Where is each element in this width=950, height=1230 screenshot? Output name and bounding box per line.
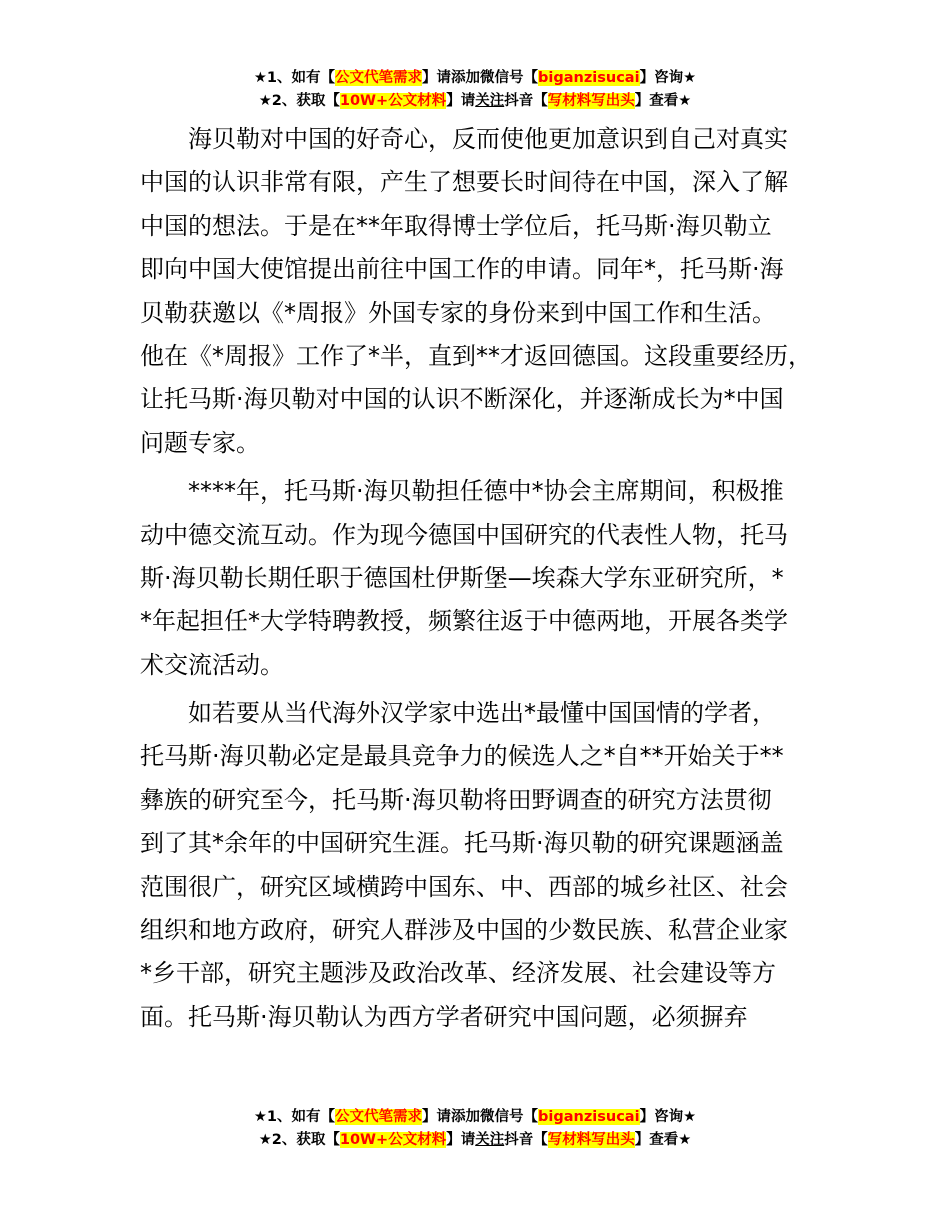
text-line: 动中德交流互动。作为现今德国中国研究的代表性人物，托马 (140, 520, 788, 549)
banner-highlight-douyin: 写材料写出头 (547, 1132, 635, 1148)
document-body (140, 118, 820, 1039)
banner-text: 】请添加微信号【 (422, 70, 539, 86)
text-line: *乡干部，研究主题涉及政治改革、经济发展、社会建设等方 (140, 959, 776, 988)
banner-highlight-douyin: 写材料写出头 (547, 93, 635, 109)
paragraph-1 (140, 118, 820, 465)
banner-text: 】查看★ (634, 93, 692, 109)
text-line: 问题专家。 (140, 428, 260, 457)
footer-banner-line-2 (0, 1129, 950, 1152)
banner-highlight-service: 公文代笔需求 (335, 70, 423, 86)
text-line: 彝族的研究至今，托马斯·海贝勒将田野调查的研究方法贯彻 (140, 785, 772, 814)
banner-underlined-follow: 关注 (475, 1132, 505, 1148)
text-line: 托马斯·海贝勒必定是最具竞争力的候选人之*自**开始关于** (140, 742, 784, 771)
banner-text: 】请添加微信号【 (422, 1109, 539, 1125)
banner-highlight-wechat-id: biganzisucai (538, 70, 640, 86)
banner-text: 】咨询★ (639, 1109, 697, 1125)
banner-text: 】请 (446, 1132, 476, 1148)
text-line: 贝勒获邀以《*周报》外国专家的身份来到中国工作和生活。 (140, 298, 776, 327)
banner-underlined-follow: 关注 (475, 93, 505, 109)
text-line: 斯·海贝勒长期任职于德国杜伊斯堡—埃森大学东亚研究所，* (140, 563, 784, 592)
text-line: 中国的想法。于是在**年取得博士学位后，托马斯·海贝勒立 (140, 211, 772, 240)
paragraph-2 (140, 470, 820, 687)
banner-text: ★1、如有【 (253, 1109, 336, 1125)
text-line: 他在《*周报》工作了*半，直到**才返回德国。这段重要经历， (140, 341, 812, 370)
header-banner-line-2 (0, 90, 950, 113)
banner-text: 】查看★ (634, 1132, 692, 1148)
banner-text: ★1、如有【 (253, 70, 336, 86)
banner-highlight-materials: 10W+公文材料 (339, 93, 447, 109)
banner-text: ★2、获取【 (258, 93, 340, 109)
footer-banner (0, 1106, 950, 1152)
banner-highlight-wechat-id: biganzisucai (538, 1109, 640, 1125)
text-line: 到了其*余年的中国研究生涯。托马斯·海贝勒的研究课题涵盖 (140, 829, 784, 858)
banner-text: ★2、获取【 (258, 1132, 340, 1148)
text-line: 中国的认识非常有限，产生了想要长时间待在中国，深入了解 (140, 168, 788, 197)
banner-highlight-service: 公文代笔需求 (335, 1109, 423, 1125)
text-line: 面。托马斯·海贝勒认为西方学者研究中国问题，必须摒弃 (140, 1002, 748, 1031)
text-line: ****年，托马斯·海贝勒担任德中*协会主席期间，积极推 (140, 477, 784, 506)
text-line: 海贝勒对中国的好奇心，反而使他更加意识到自己对真实 (140, 125, 788, 153)
banner-text: 抖音【 (504, 93, 548, 109)
banner-text: 】请 (446, 93, 476, 109)
text-line: *年起担任*大学特聘教授，频繁往返于中德两地，开展各类学 (140, 607, 788, 636)
text-line: 组织和地方政府，研究人群涉及中国的少数民族、私营企业家 (140, 916, 788, 945)
text-line: 如若要从当代海外汉学家中选出*最懂中国国情的学者， (140, 699, 776, 728)
paragraph-3 (140, 692, 820, 1039)
banner-text: 抖音【 (504, 1132, 548, 1148)
footer-banner-line-1 (0, 1106, 950, 1129)
header-banner-line-1 (0, 67, 950, 90)
banner-highlight-materials: 10W+公文材料 (339, 1132, 447, 1148)
text-line: 术交流活动。 (140, 650, 284, 679)
banner-text: 】咨询★ (639, 70, 697, 86)
text-line: 范围很广，研究区域横跨中国东、中、西部的城乡社区、社会 (140, 872, 788, 901)
text-line: 让托马斯·海贝勒对中国的认识不断深化，并逐渐成长为*中国 (140, 385, 784, 414)
header-banner (0, 67, 950, 113)
text-line: 即向中国大使馆提出前往中国工作的申请。同年*，托马斯·海 (140, 255, 784, 284)
